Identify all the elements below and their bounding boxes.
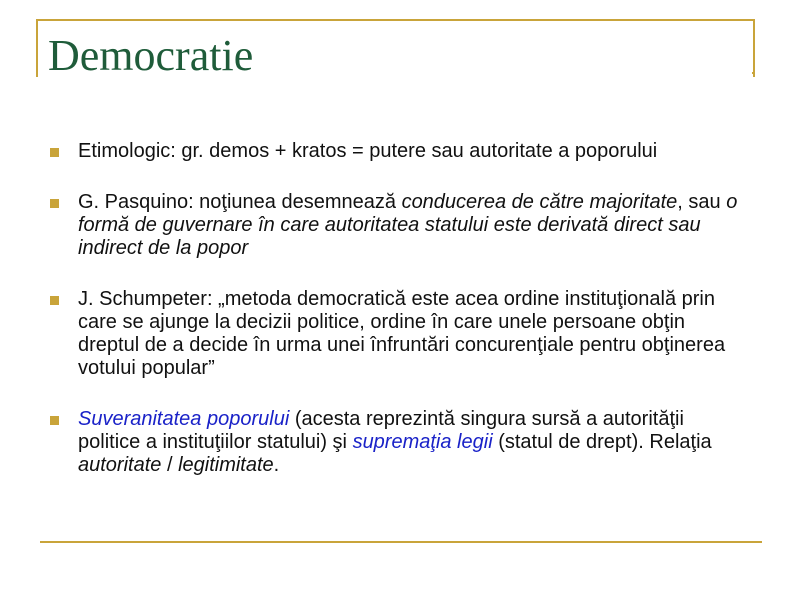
italic-phrase: o formă de guvernare în care autoritatea statului este derivată direct sau indirect de la popor — [78, 191, 738, 259]
bullet-text-middle: , sau — [677, 191, 727, 213]
highlighted-term: supremaţia legii — [352, 431, 493, 453]
bullet-text: Etimologic: gr. demos + kratos = putere sau autoritate a poporului — [78, 140, 658, 162]
italic-phrase: legitimitate — [178, 454, 274, 476]
bullet-text-end: . — [273, 454, 280, 476]
bullet-item — [48, 288, 748, 380]
right-divider — [753, 19, 755, 77]
square-bullet-icon — [50, 148, 59, 157]
square-bullet-icon — [50, 416, 59, 425]
bullet-text-part: (statul de drept). Relaţia — [492, 431, 712, 453]
bullet-text-prefix: G. Pasquino: noţiunea desemnează — [78, 191, 402, 213]
square-bullet-icon — [50, 199, 59, 208]
bullet-item — [48, 408, 748, 477]
separator: / — [161, 454, 179, 476]
corner-dot — [752, 72, 754, 74]
italic-phrase: conducerea de către majoritate — [401, 191, 678, 213]
highlighted-term: Suveranitatea poporului — [78, 408, 290, 430]
bullet-item — [48, 191, 748, 260]
top-divider — [36, 19, 755, 21]
italic-phrase: autoritate — [78, 454, 162, 476]
left-divider — [36, 19, 38, 77]
bullet-item — [48, 140, 748, 163]
square-bullet-icon — [50, 296, 59, 305]
bottom-divider — [40, 541, 762, 543]
bullet-text: J. Schumpeter: „metoda democratică este acea ordine instituţională prin care se ajunge la decizii politice, ordine în care unele persoane obţin dreptul de a decide în urma unei înfruntări concurenţiale pentru obţinerea votului popular” — [78, 288, 726, 379]
bullet-text-part: (acesta reprezintă singura sursă a autorităţii politice a instituţiilor statului) şi — [78, 408, 684, 453]
bullet-list — [48, 140, 748, 505]
slide-title: Democratie — [48, 31, 254, 80]
